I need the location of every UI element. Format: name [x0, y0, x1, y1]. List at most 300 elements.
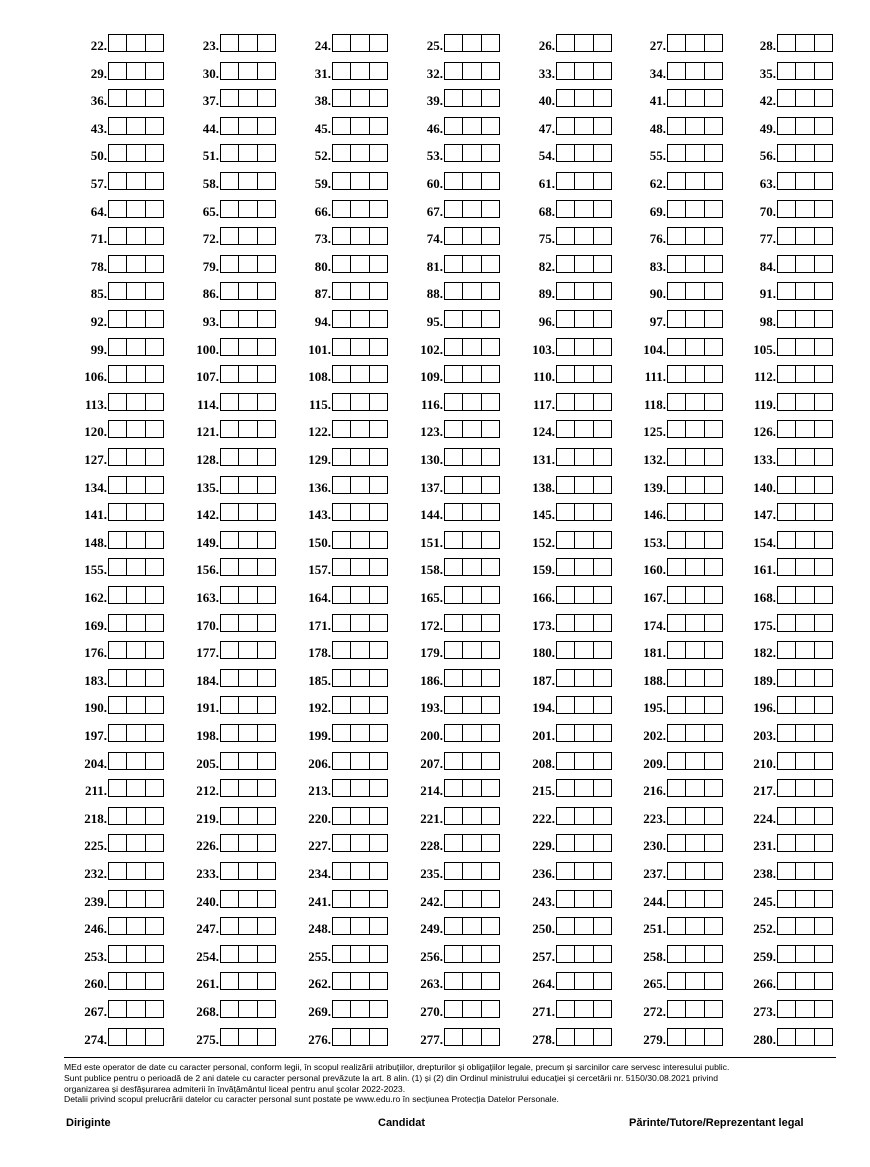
answer-box[interactable] [815, 145, 832, 161]
answer-box[interactable] [482, 753, 499, 769]
answer-box[interactable] [258, 173, 275, 189]
answer-box[interactable] [668, 946, 686, 962]
answer-box[interactable] [221, 670, 239, 686]
answer-box[interactable] [778, 394, 796, 410]
answer-box[interactable] [594, 145, 611, 161]
answer-box[interactable] [686, 477, 704, 493]
answer-box[interactable] [333, 477, 351, 493]
answer-box[interactable] [351, 1001, 369, 1017]
answer-box[interactable] [333, 587, 351, 603]
answer-box[interactable] [370, 421, 387, 437]
answer-box[interactable] [778, 863, 796, 879]
answer-box[interactable] [351, 35, 369, 51]
answer-box[interactable] [146, 835, 163, 851]
answer-box[interactable] [351, 283, 369, 299]
answer-box[interactable] [557, 449, 575, 465]
answer-box[interactable] [778, 587, 796, 603]
answer-box[interactable] [686, 35, 704, 51]
answer-box[interactable] [575, 504, 593, 520]
answer-box[interactable] [705, 753, 722, 769]
answer-box[interactable] [221, 201, 239, 217]
answer-box[interactable] [370, 973, 387, 989]
answer-box[interactable] [594, 863, 611, 879]
answer-box[interactable] [815, 973, 832, 989]
answer-box[interactable] [445, 753, 463, 769]
answer-box[interactable] [594, 256, 611, 272]
answer-box[interactable] [146, 946, 163, 962]
answer-box[interactable] [815, 891, 832, 907]
answer-box[interactable] [351, 532, 369, 548]
answer-box[interactable] [594, 1001, 611, 1017]
answer-box[interactable] [445, 339, 463, 355]
answer-box[interactable] [668, 1001, 686, 1017]
answer-box[interactable] [594, 587, 611, 603]
answer-box[interactable] [686, 421, 704, 437]
answer-box[interactable] [686, 863, 704, 879]
answer-box[interactable] [575, 366, 593, 382]
answer-box[interactable] [127, 642, 145, 658]
answer-box[interactable] [351, 946, 369, 962]
answer-box[interactable] [333, 1001, 351, 1017]
answer-box[interactable] [146, 421, 163, 437]
answer-box[interactable] [796, 63, 814, 79]
answer-box[interactable] [796, 780, 814, 796]
answer-box[interactable] [333, 311, 351, 327]
answer-box[interactable] [482, 449, 499, 465]
answer-box[interactable] [258, 63, 275, 79]
answer-box[interactable] [557, 421, 575, 437]
answer-box[interactable] [239, 725, 257, 741]
answer-box[interactable] [109, 145, 127, 161]
answer-box[interactable] [463, 559, 481, 575]
answer-box[interactable] [796, 725, 814, 741]
answer-box[interactable] [239, 753, 257, 769]
answer-box[interactable] [258, 228, 275, 244]
answer-box[interactable] [445, 201, 463, 217]
answer-box[interactable] [239, 201, 257, 217]
answer-box[interactable] [575, 477, 593, 493]
answer-box[interactable] [575, 35, 593, 51]
answer-box[interactable] [557, 697, 575, 713]
answer-box[interactable] [127, 559, 145, 575]
answer-box[interactable] [686, 339, 704, 355]
answer-box[interactable] [370, 670, 387, 686]
answer-box[interactable] [482, 863, 499, 879]
answer-box[interactable] [705, 477, 722, 493]
answer-box[interactable] [668, 670, 686, 686]
answer-box[interactable] [668, 587, 686, 603]
answer-box[interactable] [778, 559, 796, 575]
answer-box[interactable] [109, 587, 127, 603]
answer-box[interactable] [333, 366, 351, 382]
answer-box[interactable] [109, 201, 127, 217]
answer-box[interactable] [370, 891, 387, 907]
answer-box[interactable] [705, 780, 722, 796]
answer-box[interactable] [594, 780, 611, 796]
answer-box[interactable] [778, 477, 796, 493]
answer-box[interactable] [705, 339, 722, 355]
answer-box[interactable] [333, 504, 351, 520]
answer-box[interactable] [258, 973, 275, 989]
answer-box[interactable] [557, 1029, 575, 1045]
answer-box[interactable] [445, 973, 463, 989]
answer-box[interactable] [778, 283, 796, 299]
answer-box[interactable] [239, 532, 257, 548]
answer-box[interactable] [482, 642, 499, 658]
answer-box[interactable] [351, 587, 369, 603]
answer-box[interactable] [109, 642, 127, 658]
answer-box[interactable] [445, 311, 463, 327]
answer-box[interactable] [705, 835, 722, 851]
answer-box[interactable] [239, 283, 257, 299]
answer-box[interactable] [575, 891, 593, 907]
answer-box[interactable] [778, 918, 796, 934]
answer-box[interactable] [127, 670, 145, 686]
answer-box[interactable] [127, 90, 145, 106]
answer-box[interactable] [445, 173, 463, 189]
answer-box[interactable] [351, 615, 369, 631]
answer-box[interactable] [705, 615, 722, 631]
answer-box[interactable] [463, 394, 481, 410]
answer-box[interactable] [146, 394, 163, 410]
answer-box[interactable] [686, 946, 704, 962]
answer-box[interactable] [778, 311, 796, 327]
answer-box[interactable] [575, 256, 593, 272]
answer-box[interactable] [778, 90, 796, 106]
answer-box[interactable] [815, 504, 832, 520]
answer-box[interactable] [351, 90, 369, 106]
answer-box[interactable] [445, 891, 463, 907]
answer-box[interactable] [686, 642, 704, 658]
answer-box[interactable] [463, 63, 481, 79]
answer-box[interactable] [668, 283, 686, 299]
answer-box[interactable] [668, 118, 686, 134]
answer-box[interactable] [668, 228, 686, 244]
answer-box[interactable] [482, 366, 499, 382]
answer-box[interactable] [258, 311, 275, 327]
answer-box[interactable] [686, 173, 704, 189]
answer-box[interactable] [557, 118, 575, 134]
answer-box[interactable] [221, 311, 239, 327]
answer-box[interactable] [594, 891, 611, 907]
answer-box[interactable] [686, 532, 704, 548]
answer-box[interactable] [127, 201, 145, 217]
answer-box[interactable] [796, 504, 814, 520]
answer-box[interactable] [482, 559, 499, 575]
answer-box[interactable] [796, 808, 814, 824]
answer-box[interactable] [705, 1029, 722, 1045]
answer-box[interactable] [239, 697, 257, 713]
answer-box[interactable] [778, 891, 796, 907]
answer-box[interactable] [557, 891, 575, 907]
answer-box[interactable] [351, 311, 369, 327]
answer-box[interactable] [778, 532, 796, 548]
answer-box[interactable] [146, 283, 163, 299]
answer-box[interactable] [668, 780, 686, 796]
answer-box[interactable] [146, 918, 163, 934]
answer-box[interactable] [686, 918, 704, 934]
answer-box[interactable] [221, 63, 239, 79]
answer-box[interactable] [221, 973, 239, 989]
answer-box[interactable] [705, 946, 722, 962]
answer-box[interactable] [333, 256, 351, 272]
answer-box[interactable] [370, 311, 387, 327]
answer-box[interactable] [557, 532, 575, 548]
answer-box[interactable] [221, 477, 239, 493]
answer-box[interactable] [482, 504, 499, 520]
answer-box[interactable] [463, 753, 481, 769]
answer-box[interactable] [109, 339, 127, 355]
answer-box[interactable] [482, 173, 499, 189]
answer-box[interactable] [127, 973, 145, 989]
answer-box[interactable] [686, 973, 704, 989]
answer-box[interactable] [463, 449, 481, 465]
answer-box[interactable] [686, 753, 704, 769]
answer-box[interactable] [221, 587, 239, 603]
answer-box[interactable] [221, 339, 239, 355]
answer-box[interactable] [445, 145, 463, 161]
answer-box[interactable] [463, 1001, 481, 1017]
answer-box[interactable] [221, 532, 239, 548]
answer-box[interactable] [370, 63, 387, 79]
answer-box[interactable] [796, 587, 814, 603]
answer-box[interactable] [575, 145, 593, 161]
answer-box[interactable] [370, 283, 387, 299]
answer-box[interactable] [127, 725, 145, 741]
answer-box[interactable] [575, 173, 593, 189]
answer-box[interactable] [575, 449, 593, 465]
answer-box[interactable] [333, 35, 351, 51]
answer-box[interactable] [796, 863, 814, 879]
answer-box[interactable] [333, 283, 351, 299]
answer-box[interactable] [686, 1029, 704, 1045]
answer-box[interactable] [370, 173, 387, 189]
answer-box[interactable] [796, 201, 814, 217]
answer-box[interactable] [370, 228, 387, 244]
answer-box[interactable] [463, 946, 481, 962]
answer-box[interactable] [370, 366, 387, 382]
answer-box[interactable] [351, 449, 369, 465]
answer-box[interactable] [482, 891, 499, 907]
answer-box[interactable] [146, 532, 163, 548]
answer-box[interactable] [778, 421, 796, 437]
answer-box[interactable] [109, 311, 127, 327]
answer-box[interactable] [557, 504, 575, 520]
answer-box[interactable] [351, 753, 369, 769]
answer-box[interactable] [796, 366, 814, 382]
answer-box[interactable] [333, 863, 351, 879]
answer-box[interactable] [370, 118, 387, 134]
answer-box[interactable] [705, 421, 722, 437]
answer-box[interactable] [557, 90, 575, 106]
answer-box[interactable] [239, 615, 257, 631]
answer-box[interactable] [575, 90, 593, 106]
answer-box[interactable] [445, 1029, 463, 1045]
answer-box[interactable] [815, 725, 832, 741]
answer-box[interactable] [370, 697, 387, 713]
answer-box[interactable] [482, 697, 499, 713]
answer-box[interactable] [127, 946, 145, 962]
answer-box[interactable] [109, 1001, 127, 1017]
answer-box[interactable] [815, 421, 832, 437]
answer-box[interactable] [796, 90, 814, 106]
answer-box[interactable] [445, 670, 463, 686]
answer-box[interactable] [146, 559, 163, 575]
answer-box[interactable] [778, 725, 796, 741]
answer-box[interactable] [258, 394, 275, 410]
answer-box[interactable] [445, 532, 463, 548]
answer-box[interactable] [557, 725, 575, 741]
answer-box[interactable] [109, 394, 127, 410]
answer-box[interactable] [705, 394, 722, 410]
answer-box[interactable] [239, 1029, 257, 1045]
answer-box[interactable] [557, 670, 575, 686]
answer-box[interactable] [258, 808, 275, 824]
answer-box[interactable] [221, 753, 239, 769]
answer-box[interactable] [239, 311, 257, 327]
answer-box[interactable] [351, 394, 369, 410]
answer-box[interactable] [351, 780, 369, 796]
answer-box[interactable] [594, 173, 611, 189]
answer-box[interactable] [109, 35, 127, 51]
answer-box[interactable] [445, 366, 463, 382]
answer-box[interactable] [575, 1001, 593, 1017]
answer-box[interactable] [258, 118, 275, 134]
answer-box[interactable] [686, 587, 704, 603]
answer-box[interactable] [333, 228, 351, 244]
answer-box[interactable] [445, 283, 463, 299]
answer-box[interactable] [127, 449, 145, 465]
answer-box[interactable] [796, 311, 814, 327]
answer-box[interactable] [594, 973, 611, 989]
answer-box[interactable] [333, 642, 351, 658]
answer-box[interactable] [351, 891, 369, 907]
answer-box[interactable] [239, 670, 257, 686]
answer-box[interactable] [815, 173, 832, 189]
answer-box[interactable] [482, 615, 499, 631]
answer-box[interactable] [668, 504, 686, 520]
answer-box[interactable] [705, 311, 722, 327]
answer-box[interactable] [221, 918, 239, 934]
answer-box[interactable] [146, 587, 163, 603]
answer-box[interactable] [575, 808, 593, 824]
answer-box[interactable] [370, 808, 387, 824]
answer-box[interactable] [109, 228, 127, 244]
answer-box[interactable] [594, 670, 611, 686]
answer-box[interactable] [146, 118, 163, 134]
answer-box[interactable] [778, 1001, 796, 1017]
answer-box[interactable] [109, 256, 127, 272]
answer-box[interactable] [127, 835, 145, 851]
answer-box[interactable] [463, 173, 481, 189]
answer-box[interactable] [370, 725, 387, 741]
answer-box[interactable] [705, 863, 722, 879]
answer-box[interactable] [557, 918, 575, 934]
answer-box[interactable] [778, 753, 796, 769]
answer-box[interactable] [463, 118, 481, 134]
answer-box[interactable] [575, 118, 593, 134]
answer-box[interactable] [221, 228, 239, 244]
answer-box[interactable] [445, 118, 463, 134]
answer-box[interactable] [668, 311, 686, 327]
answer-box[interactable] [686, 228, 704, 244]
answer-box[interactable] [557, 228, 575, 244]
answer-box[interactable] [686, 891, 704, 907]
answer-box[interactable] [445, 394, 463, 410]
answer-box[interactable] [221, 725, 239, 741]
answer-box[interactable] [482, 90, 499, 106]
answer-box[interactable] [146, 670, 163, 686]
answer-box[interactable] [221, 118, 239, 134]
answer-box[interactable] [109, 670, 127, 686]
answer-box[interactable] [333, 63, 351, 79]
answer-box[interactable] [575, 780, 593, 796]
answer-box[interactable] [778, 808, 796, 824]
answer-box[interactable] [594, 449, 611, 465]
answer-box[interactable] [221, 891, 239, 907]
answer-box[interactable] [594, 421, 611, 437]
answer-box[interactable] [594, 90, 611, 106]
answer-box[interactable] [778, 697, 796, 713]
answer-box[interactable] [351, 808, 369, 824]
answer-box[interactable] [482, 1001, 499, 1017]
answer-box[interactable] [146, 697, 163, 713]
answer-box[interactable] [705, 725, 722, 741]
answer-box[interactable] [258, 504, 275, 520]
answer-box[interactable] [221, 421, 239, 437]
answer-box[interactable] [815, 863, 832, 879]
answer-box[interactable] [333, 394, 351, 410]
answer-box[interactable] [146, 145, 163, 161]
answer-box[interactable] [333, 339, 351, 355]
answer-box[interactable] [668, 339, 686, 355]
answer-box[interactable] [146, 173, 163, 189]
answer-box[interactable] [127, 477, 145, 493]
answer-box[interactable] [796, 891, 814, 907]
answer-box[interactable] [127, 891, 145, 907]
answer-box[interactable] [668, 642, 686, 658]
answer-box[interactable] [445, 1001, 463, 1017]
answer-box[interactable] [351, 835, 369, 851]
answer-box[interactable] [146, 63, 163, 79]
answer-box[interactable] [445, 615, 463, 631]
answer-box[interactable] [557, 1001, 575, 1017]
answer-box[interactable] [239, 118, 257, 134]
answer-box[interactable] [575, 863, 593, 879]
answer-box[interactable] [815, 477, 832, 493]
answer-box[interactable] [686, 670, 704, 686]
answer-box[interactable] [778, 835, 796, 851]
answer-box[interactable] [258, 559, 275, 575]
answer-box[interactable] [333, 808, 351, 824]
answer-box[interactable] [146, 808, 163, 824]
answer-box[interactable] [258, 477, 275, 493]
answer-box[interactable] [668, 63, 686, 79]
answer-box[interactable] [668, 421, 686, 437]
answer-box[interactable] [258, 753, 275, 769]
answer-box[interactable] [258, 256, 275, 272]
answer-box[interactable] [594, 477, 611, 493]
answer-box[interactable] [351, 421, 369, 437]
answer-box[interactable] [258, 145, 275, 161]
answer-box[interactable] [482, 201, 499, 217]
answer-box[interactable] [258, 366, 275, 382]
answer-box[interactable] [239, 642, 257, 658]
answer-box[interactable] [705, 173, 722, 189]
answer-box[interactable] [239, 90, 257, 106]
answer-box[interactable] [221, 449, 239, 465]
answer-box[interactable] [239, 559, 257, 575]
